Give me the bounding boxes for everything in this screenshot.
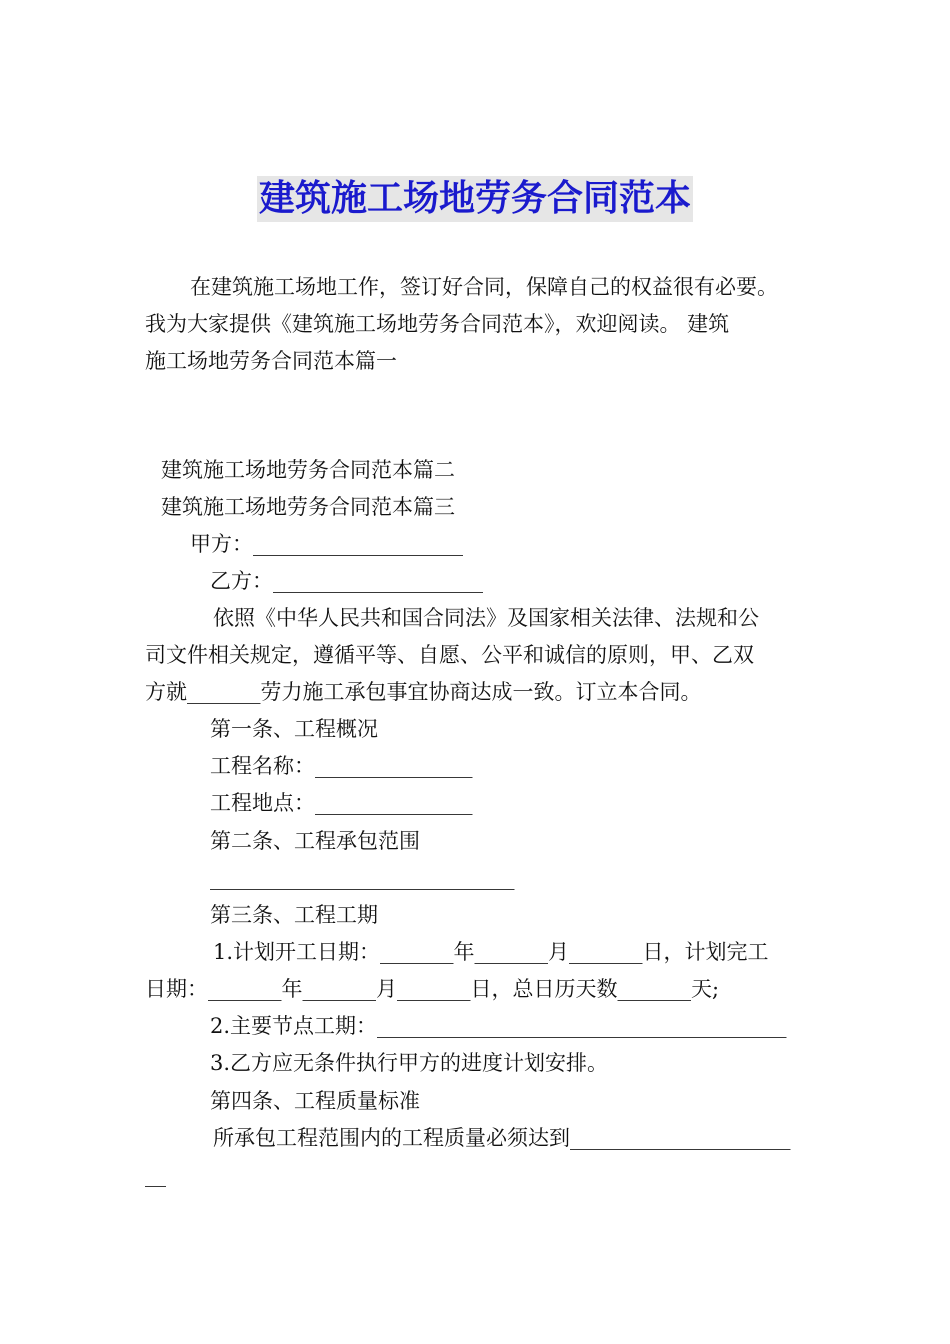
- intro-line-2: 我为大家提供《建筑施工场地劳务合同范本》，欢迎阅读。 建筑: [145, 312, 730, 336]
- quality-standard-line1: 所承包工程范围内的工程质量必须达到_____________________: [213, 1126, 791, 1150]
- preamble-line-3: 方就_______劳力施工承包事宜协商达成一致。订立本合同。: [145, 680, 702, 704]
- preamble-line-2: 司文件相关规定，遵循平等、自愿、公平和诚信的原则，甲、乙双: [145, 643, 754, 667]
- document-title: [0, 176, 950, 222]
- intro-line-3: 施工场地劳务合同范本篇一: [145, 349, 397, 373]
- party-a-line: 甲方：____________________: [190, 532, 463, 556]
- article2-blank-line: _____________________________: [210, 866, 515, 890]
- quality-standard-line2: __: [145, 1163, 166, 1187]
- intro-line-1: 在建筑施工场地工作，签订好合同，保障自己的权益很有必要。: [190, 275, 778, 299]
- schedule-item3: 3.乙方应无条件执行甲方的进度计划安排。: [210, 1051, 609, 1075]
- schedule-item2: 2.主要节点工期：_______________________________________: [210, 1014, 787, 1038]
- schedule-item1-line1: 1.计划开工日期：_______年_______月_______日，计划完工: [213, 940, 769, 964]
- schedule-item1-line2: 日期：_______年_______月_______日，总日历天数_______天;: [145, 977, 720, 1001]
- article1-heading: 第一条、工程概况: [210, 717, 378, 741]
- article4-heading: 第四条、工程质量标准: [210, 1089, 420, 1113]
- section-link-part3: 建筑施工场地劳务合同范本篇三: [161, 495, 455, 519]
- document-title-text: 建筑施工场地劳务合同范本: [257, 176, 693, 222]
- article3-heading: 第三条、工程工期: [210, 903, 378, 927]
- party-b-line: 乙方：____________________: [210, 569, 483, 593]
- preamble-line-1: 依照《中华人民共和国合同法》及国家相关法律、法规和公: [213, 606, 759, 630]
- article2-heading: 第二条、工程承包范围: [210, 829, 420, 853]
- section-link-part2: 建筑施工场地劳务合同范本篇二: [161, 458, 455, 482]
- project-location-line: 工程地点：_______________: [210, 791, 473, 815]
- project-name-line: 工程名称：_______________: [210, 754, 473, 778]
